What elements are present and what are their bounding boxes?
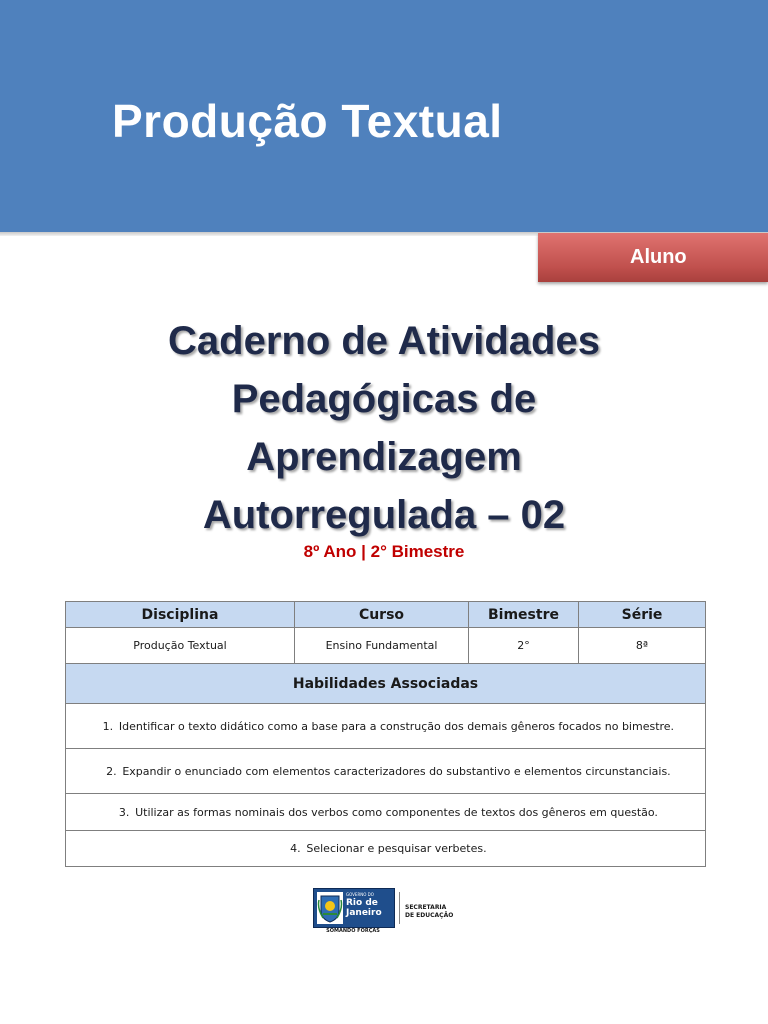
logo-caption: SOMANDO FORÇAS [326, 928, 380, 934]
skill-text: Utilizar as formas nominais dos verbos como componentes de textos dos gêneros em questão. [135, 805, 658, 819]
document-title-line: Caderno de Atividades [168, 319, 600, 363]
aluno-tab-label: Aluno [630, 246, 687, 268]
header-disciplina: Disciplina [66, 602, 295, 628]
skill-text: Selecionar e pesquisar verbetes. [306, 842, 487, 855]
header-bimestre: Bimestre [469, 602, 579, 628]
header-curso: Curso [295, 602, 469, 628]
document-title-line: Autorregulada – 02 [202, 493, 566, 537]
secretaria-line1: SECRETARIA [405, 904, 447, 911]
header-serie: Série [579, 602, 706, 628]
logo-small-text: GOVERNO DO [346, 892, 374, 897]
logo-state-line2: Janeiro [346, 908, 382, 918]
skill-item [66, 749, 706, 794]
coat-of-arms-icon [317, 892, 343, 924]
value-serie: 8ª [579, 628, 706, 664]
government-logo [313, 888, 459, 938]
logo-text [346, 892, 392, 918]
skill-text: Expandir o enunciado com elementos caracterizadores do substantivo e elementos circunstanciais. [122, 764, 671, 778]
course-info-table [65, 601, 706, 867]
secretaria-label [405, 904, 453, 920]
coat-of-arms-icon [317, 892, 343, 924]
rio-de-janeiro-logo [313, 888, 395, 928]
grade-subtitle: 8º Ano | 2° Bimestre [303, 542, 465, 561]
value-curso: Ensino Fundamental [295, 628, 469, 664]
skill-number: 3. [118, 805, 130, 819]
skill-number: 2. [106, 764, 117, 778]
table-header-row [66, 602, 706, 628]
document-title-line: Pedagógicas de [231, 377, 537, 421]
logo-state-line1: Rio de [346, 898, 378, 908]
page-header-title: Produção Textual [112, 95, 503, 147]
skill-item [66, 831, 706, 867]
secretaria-line2: DE EDUCAÇÃO [405, 912, 454, 919]
skill-number: 1. [102, 719, 114, 733]
logo-divider [399, 892, 400, 924]
skill-row [66, 794, 706, 831]
skill-item [66, 704, 706, 749]
skill-text: Identificar o texto didático como a base para a construção dos demais gêneros focados no bimestre. [118, 719, 675, 733]
skill-item [66, 794, 706, 831]
document-title [0, 312, 768, 544]
skills-header: Habilidades Associadas [66, 664, 706, 704]
skill-row [66, 749, 706, 794]
value-bimestre: 2° [469, 628, 579, 664]
skill-row [66, 831, 706, 867]
aluno-tab [538, 233, 768, 282]
skills-header-row [66, 664, 706, 704]
value-disciplina: Produção Textual [66, 628, 295, 664]
table-values-row [66, 628, 706, 664]
skill-row [66, 704, 706, 749]
skill-number: 4. [290, 842, 301, 855]
document-title-line: Aprendizagem [246, 435, 522, 479]
